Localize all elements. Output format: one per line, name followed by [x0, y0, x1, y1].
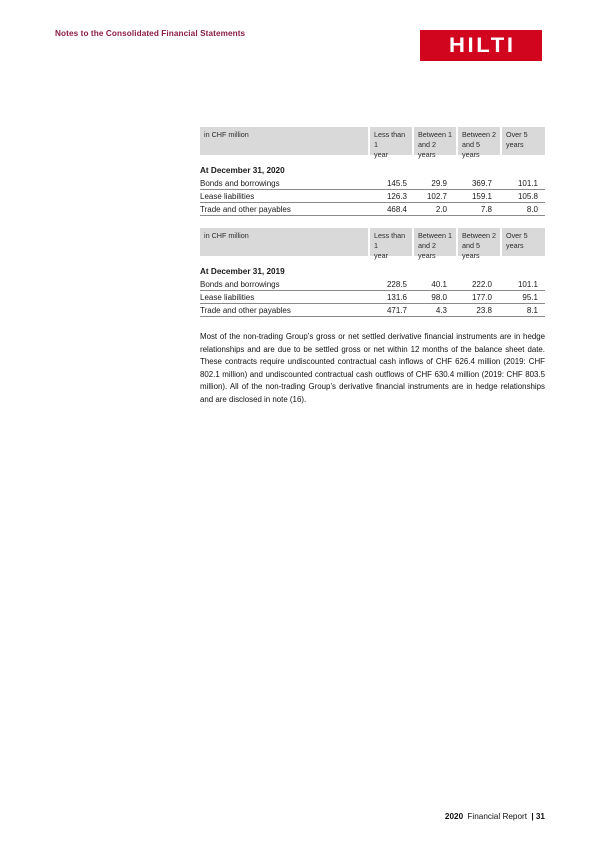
- table-row: [200, 177, 545, 190]
- col-header-less-than-1-year: Less than 1 year: [370, 228, 412, 256]
- col-header-over-5-years: Over 5 years: [502, 127, 545, 155]
- row-value: 177.0: [471, 292, 492, 302]
- footer-page-number: | 31: [531, 812, 545, 821]
- col-header-between-1-and-2-years: Between 1 and 2 years: [414, 127, 456, 155]
- body-paragraph: Most of the non-trading Group’s gross or net settled derivative financial instruments are in hedge relationships and are due to be settled gross or net within 12 months of the balance sheet date. These contracts require undiscounted contractual cash inflows of CHF 626.4 million (2019: CHF 802.1 million) and undiscounted contractual cash outflows of CHF 630.4 million (2019: CHF 803.5 million). All of the non-trading Group’s derivative financial instruments are in hedge relationships and are disclosed in note (16).: [200, 332, 545, 404]
- row-value: 29.9: [431, 178, 447, 188]
- footer-report-label: Financial Report: [467, 812, 528, 821]
- row-value: 369.7: [471, 178, 492, 188]
- table-row: [200, 190, 545, 203]
- row-label: Bonds and borrowings: [200, 178, 280, 188]
- table-row: [200, 278, 545, 291]
- row-value: 159.1: [471, 191, 492, 201]
- row-label: Lease liabilities: [200, 191, 255, 201]
- row-value: 471.7: [386, 305, 407, 315]
- col-header-over-5-years: Over 5 years: [502, 228, 545, 256]
- row-label: Trade and other payables: [200, 305, 291, 315]
- table-row: [200, 203, 545, 216]
- row-value: 228.5: [386, 279, 407, 289]
- col-header-unit: in CHF million: [200, 228, 368, 256]
- page-title: Notes to the Consolidated Financial Statements: [55, 29, 246, 38]
- row-value: 98.0: [431, 292, 447, 302]
- row-value: 145.5: [386, 178, 407, 188]
- row-label: Lease liabilities: [200, 292, 255, 302]
- row-value: 95.1: [522, 292, 538, 302]
- col-header-between-2-and-5-years: Between 2 and 5 years: [458, 127, 500, 155]
- col-header-less-than-1-year: Less than 1 year: [370, 127, 412, 155]
- row-value: 7.8: [480, 204, 492, 214]
- row-value: 101.1: [517, 178, 538, 188]
- table-row: [200, 291, 545, 304]
- row-label: Bonds and borrowings: [200, 279, 280, 289]
- col-header-unit: in CHF million: [200, 127, 368, 155]
- row-value: 126.3: [386, 191, 407, 201]
- maturity-table-2020: [200, 127, 545, 216]
- section-title-2020: At December 31, 2020: [200, 166, 285, 175]
- page-footer: [445, 812, 545, 821]
- row-value: 468.4: [386, 204, 407, 214]
- row-value: 131.6: [386, 292, 407, 302]
- hilti-logo-text: HILTI: [449, 33, 516, 58]
- maturity-table-2019: [200, 228, 545, 317]
- row-value: 8.0: [526, 204, 538, 214]
- row-value: 2.0: [435, 204, 447, 214]
- row-value: 40.1: [431, 279, 447, 289]
- row-label: Trade and other payables: [200, 204, 291, 214]
- row-value: 4.3: [435, 305, 447, 315]
- row-value: 23.8: [476, 305, 492, 315]
- row-value: 101.1: [517, 279, 538, 289]
- row-value: 8.1: [526, 305, 538, 315]
- row-value: 102.7: [426, 191, 447, 201]
- footer-year: 2020: [444, 812, 464, 821]
- table-row: [200, 304, 545, 317]
- col-header-between-1-and-2-years: Between 1 and 2 years: [414, 228, 456, 256]
- row-value: 105.8: [517, 191, 538, 201]
- hilti-logo: [420, 30, 542, 61]
- table-header-row: [200, 228, 545, 260]
- section-title-2019: At December 31, 2019: [200, 267, 285, 276]
- table-header-row: [200, 127, 545, 159]
- row-value: 222.0: [471, 279, 492, 289]
- col-header-between-2-and-5-years: Between 2 and 5 years: [458, 228, 500, 256]
